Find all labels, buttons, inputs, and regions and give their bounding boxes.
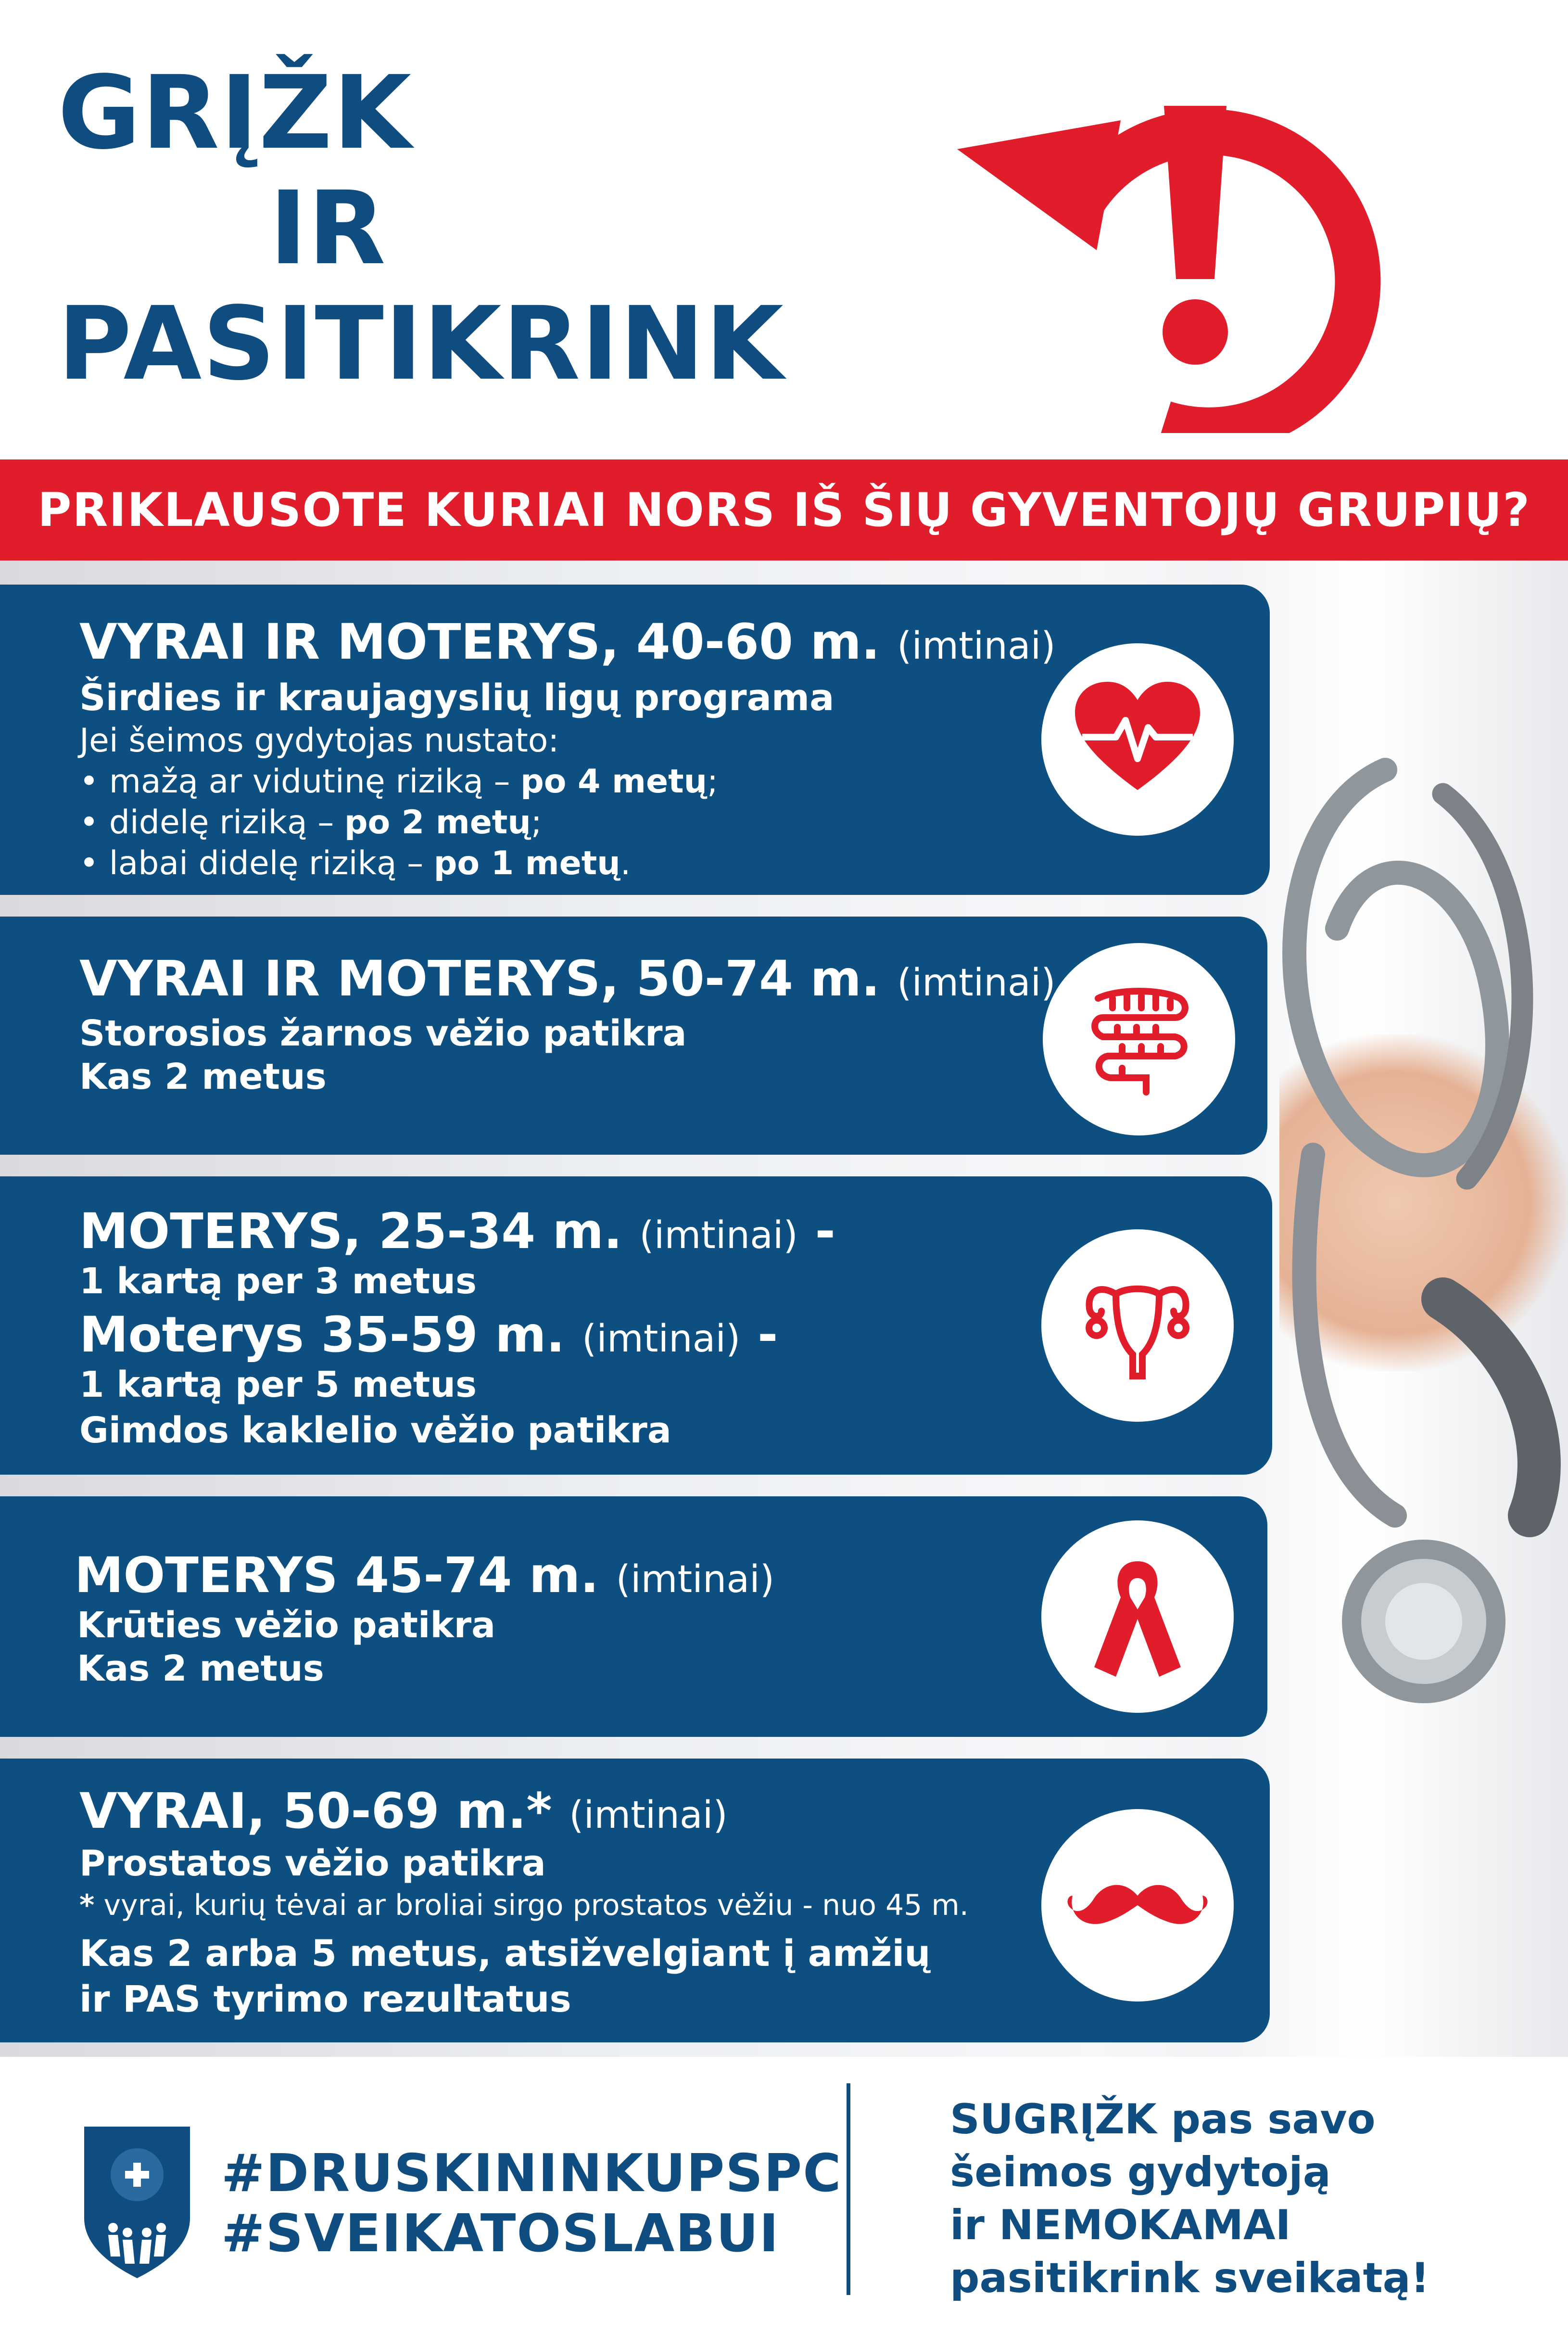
card-heading: VYRAI IR MOTERYS, 50-74 m.: [79, 950, 880, 1007]
hashtag-clinic[interactable]: #DRUSKININKUPSPC: [221, 2143, 842, 2204]
uterus-icon: [1041, 1229, 1234, 1422]
card-breast-screening: [0, 1496, 1267, 1737]
card-program: Gimdos kaklelio vėžio patikra: [79, 1410, 671, 1451]
question-banner: PRIKLAUSOTE KURIAI NORS IŠ ŠIŲ GYVENTOJŲ GRUPIŲ?: [0, 459, 1568, 561]
card-colon-screening: [0, 917, 1267, 1155]
cta-line-3: ir NEMOKAMAI: [950, 2201, 1291, 2249]
card-heading: VYRAI, 50-69 m.*: [79, 1783, 552, 1840]
footer-divider: [847, 2083, 850, 2295]
card-heading: MOTERYS 45-74 m.: [75, 1547, 599, 1604]
card-frequency: 1 kartą per 3 metus: [79, 1261, 477, 1302]
card-note: (imtinai): [616, 1558, 775, 1601]
card-dash: -: [758, 1306, 778, 1364]
card-note: (imtinai): [569, 1794, 728, 1837]
card-bullet: • labai didelę riziką – po 1 metų.: [79, 844, 631, 882]
card-program: Širdies ir kraujagyslių ligų programa: [79, 676, 835, 719]
card-footnote: * vyrai, kurių tėvai ar broliai sirgo prostatos vėžiu - nuo 45 m.: [79, 1888, 969, 1922]
card-frequency: 1 kartą per 5 metus: [79, 1364, 477, 1405]
card-heading-2: Moterys 35-59 m.: [79, 1306, 565, 1364]
return-warning-icon: [938, 77, 1486, 433]
card-program: Storosios žarnos vėžio patikra: [79, 1013, 687, 1054]
card-heading: MOTERYS, 25-34 m.: [79, 1203, 622, 1260]
awareness-ribbon-icon: [1041, 1520, 1234, 1713]
hashtag-health[interactable]: #SVEIKATOSLABUI: [221, 2204, 780, 2264]
card-dash: -: [815, 1203, 835, 1260]
card-note: (imtinai): [582, 1317, 741, 1361]
title-line-3: PASITIKRINK: [58, 285, 784, 403]
card-heading: VYRAI IR MOTERYS, 40-60 m.: [79, 613, 880, 671]
card-frequency: Kas 2 metus: [77, 1648, 324, 1689]
intestine-icon: [1043, 943, 1235, 1135]
card-bullet: • didelę riziką – po 2 metų;: [79, 803, 542, 842]
card-note: (imtinai): [639, 1214, 798, 1257]
card-prostate-screening: [0, 1759, 1270, 2042]
title-line-1: GRĮŽK: [58, 54, 413, 172]
card-bullet: • mažą ar vidutinę riziką – po 4 metų;: [79, 763, 718, 801]
card-frequency: ir PAS tyrimo rezultatus: [79, 1977, 571, 2020]
card-note: (imtinai): [897, 625, 1056, 668]
card-program: Prostatos vėžio patikra: [79, 1843, 546, 1884]
card-frequency: Kas 2 metus: [79, 1056, 327, 1097]
title-line-2: IR: [269, 169, 387, 287]
cta-line-4: pasitikrink sveikatą!: [950, 2254, 1429, 2302]
cta-line-1: SUGRĮŽK pas savo: [950, 2095, 1376, 2143]
cta-line-2: šeimos gydytoją: [950, 2148, 1331, 2196]
mustache-icon: [1041, 1809, 1234, 2002]
card-frequency: Kas 2 arba 5 metus, atsižvelgiant į amžių: [79, 1932, 931, 1975]
clinic-shield-logo: [79, 2122, 195, 2281]
card-cervical-screening: [0, 1176, 1272, 1475]
card-program: Krūties vėžio patikra: [77, 1605, 496, 1646]
card-note: (imtinai): [897, 961, 1056, 1005]
card-intro: Jei šeimos gydytojas nustato:: [79, 722, 559, 760]
heart-pulse-icon: [1041, 643, 1234, 836]
card-heart-program: [0, 585, 1270, 895]
